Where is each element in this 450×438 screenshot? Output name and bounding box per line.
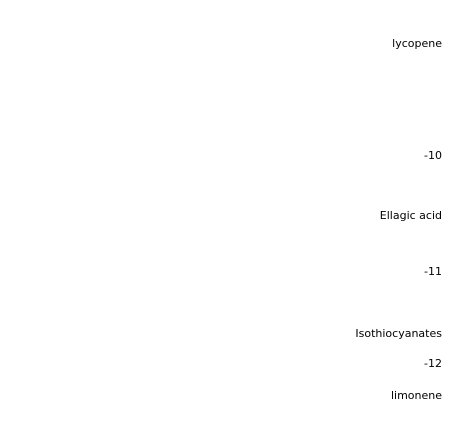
- section-heading-12: [8, 354, 442, 374]
- paragraph-4-line-2: [8, 412, 442, 432]
- paragraph-4-line-1: [8, 386, 442, 406]
- paragraph-2-line-2: [8, 206, 442, 226]
- latin-term-isothiocyanates: Isothiocyanates: [355, 327, 442, 340]
- paragraph-3-line-2: [8, 324, 442, 344]
- section-heading-12-number: 12-: [424, 357, 442, 370]
- paragraph-2-line-3: [8, 228, 442, 248]
- paragraph-3-line-1: [8, 294, 442, 314]
- section-heading-10: [8, 146, 442, 166]
- latin-term-limonene: limonene: [390, 389, 442, 402]
- latin-term-ellagic-acid: Ellagic acid: [379, 209, 442, 222]
- section-heading-10-number: 10-: [424, 149, 442, 162]
- paragraph-1-line-3: [8, 64, 442, 84]
- paragraph-1-line-1: [8, 4, 442, 24]
- latin-term-lycopene: lycopene: [392, 37, 442, 50]
- section-heading-11-number: 11-: [424, 265, 442, 278]
- paragraph-1-line-2: [8, 34, 442, 54]
- section-heading-11: [8, 262, 442, 282]
- paragraph-2-line-1: [8, 176, 442, 196]
